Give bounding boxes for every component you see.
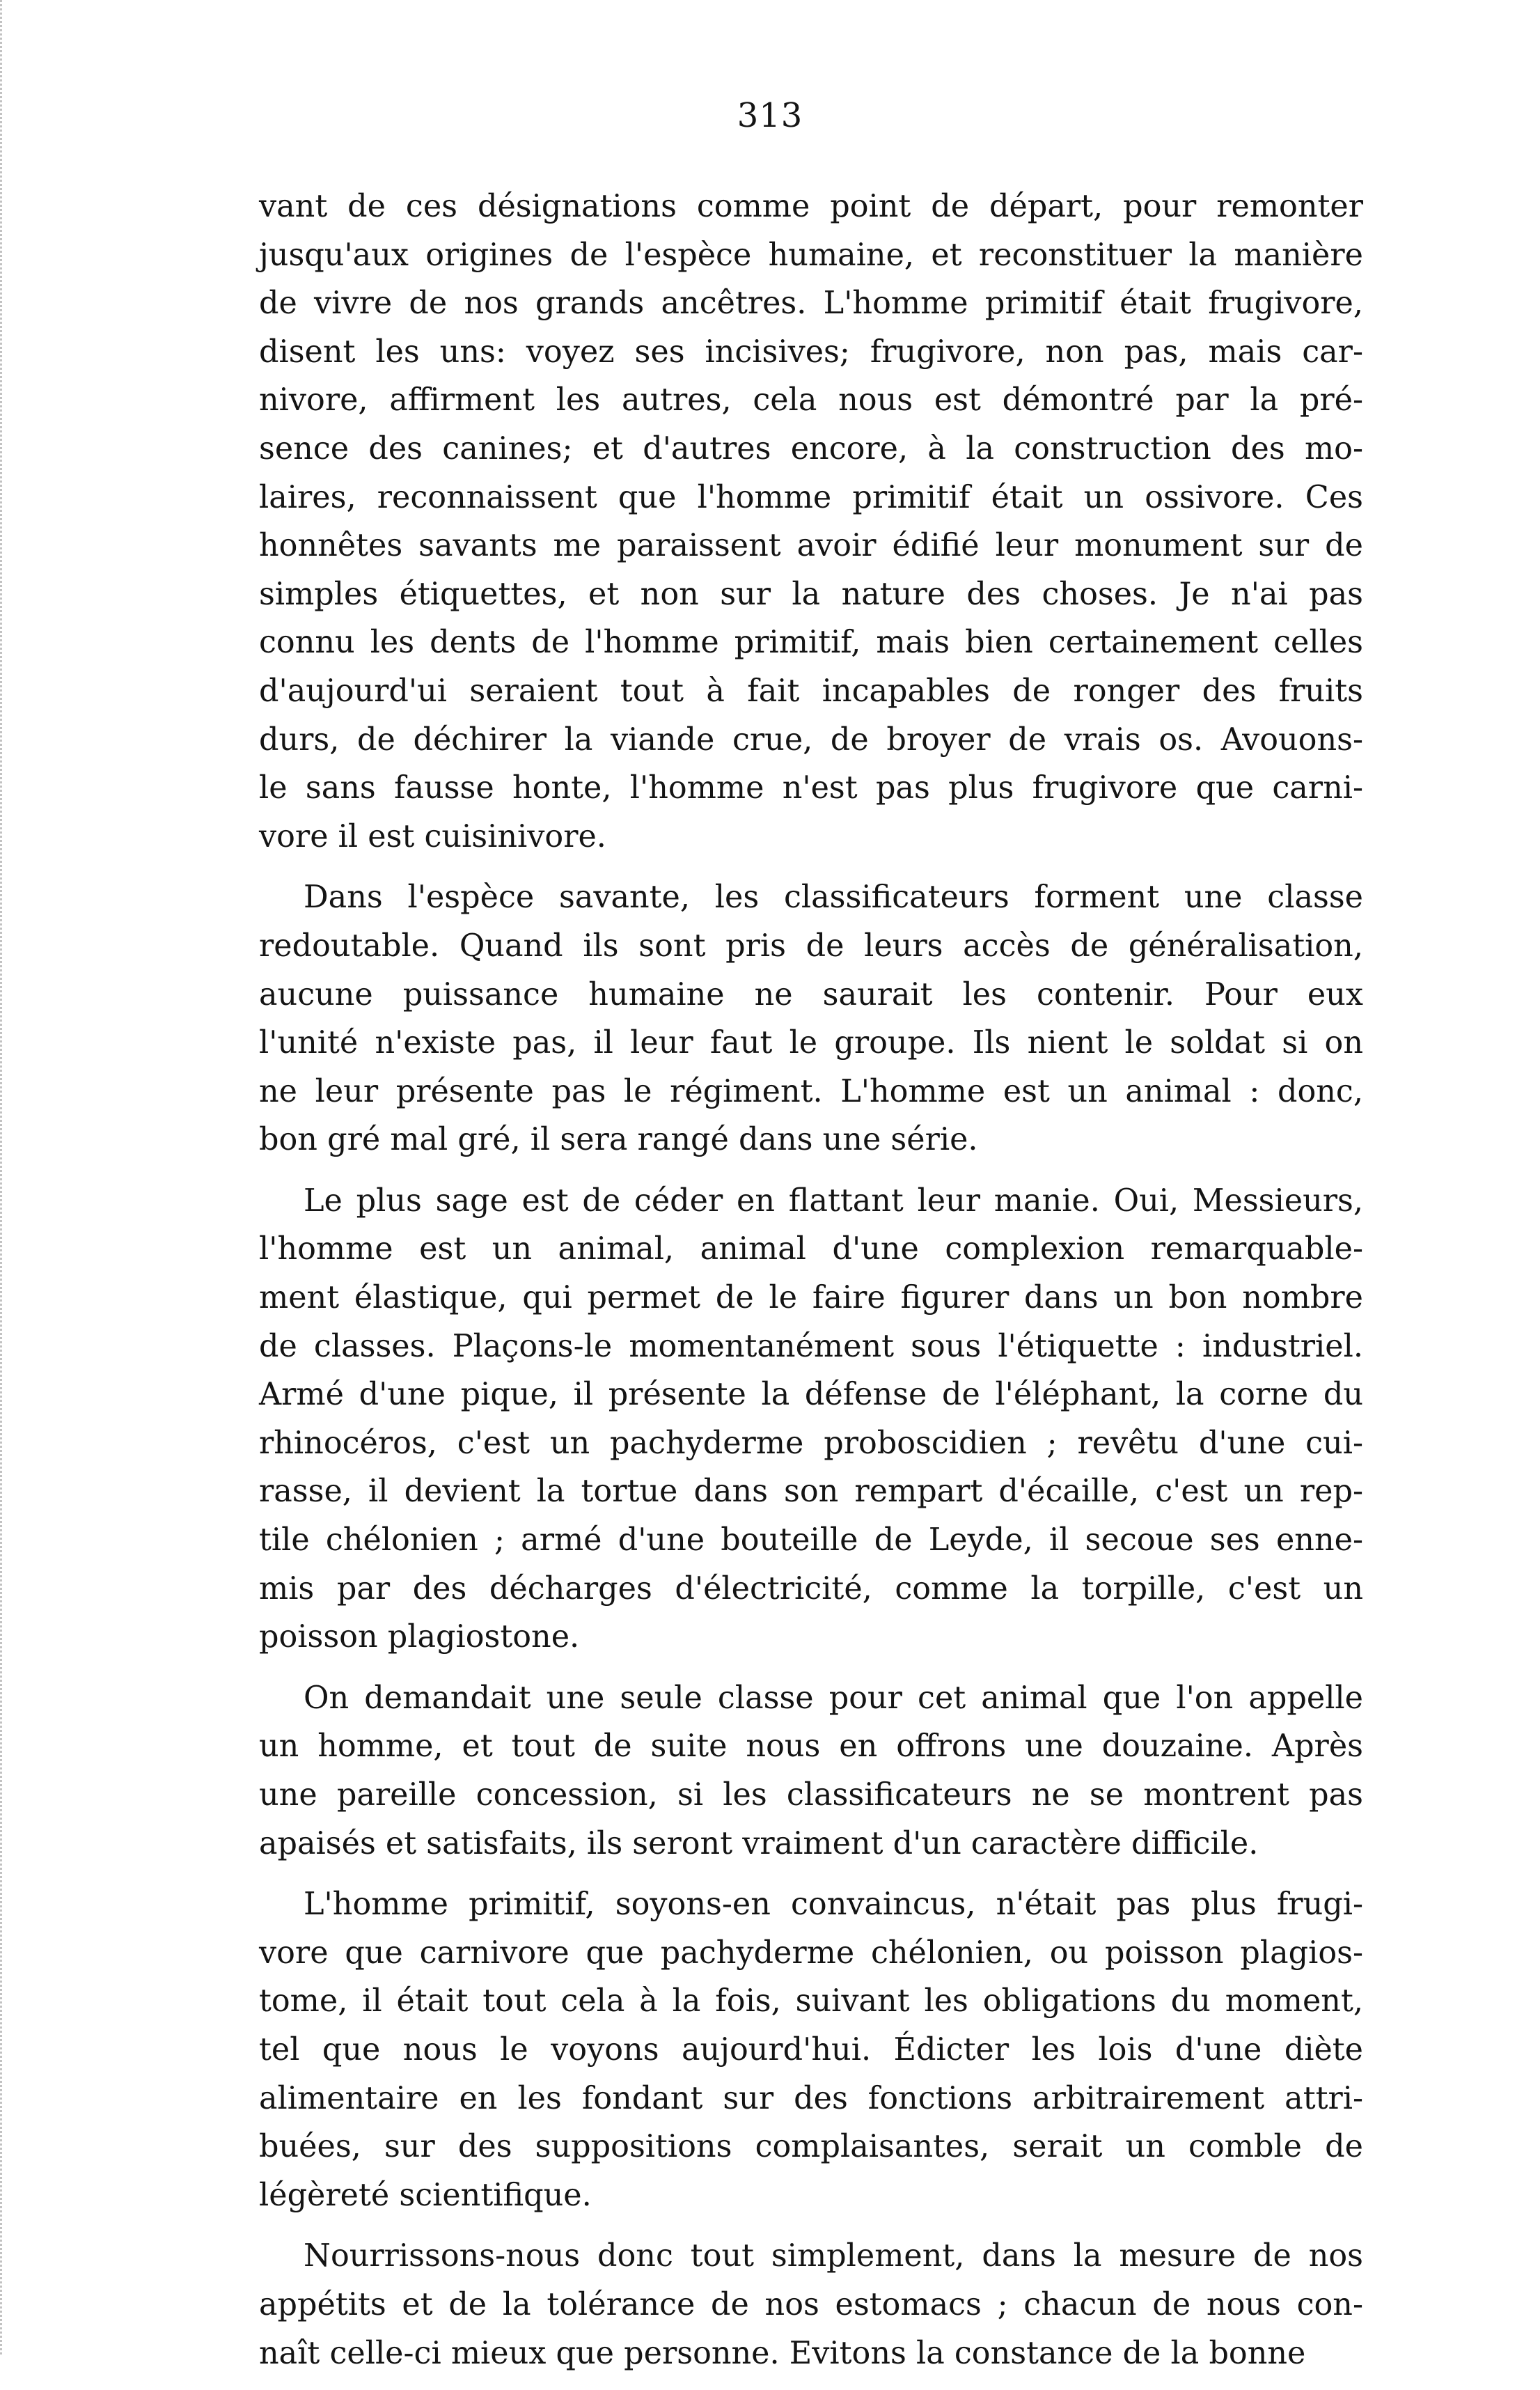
text-line: L'homme primitif, soyons-en convaincus, n'était pas plus frugi- xyxy=(304,1887,1363,1923)
text-line: durs, de déchirer la viande crue, de broyer de vrais os. Avouons- xyxy=(259,721,1363,758)
paragraph xyxy=(259,1880,1363,2219)
paragraph xyxy=(259,873,1363,1164)
text-line: Nourrissons-nous donc tout simplement, dans la mesure de nos xyxy=(304,2238,1363,2274)
scan-edge-artifact xyxy=(0,0,23,2354)
text-line: d'aujourd'ui seraient tout à fait incapables de ronger des fruits xyxy=(259,673,1363,709)
text-line: vant de ces désignations comme point de départ, pour remonter xyxy=(259,189,1363,224)
paragraph xyxy=(259,1177,1363,1662)
text-line: Le plus sage est de céder en flattant leur manie. Oui, Messieurs, xyxy=(304,1182,1363,1219)
text-line: mis par des décharges d'électricité, comme la torpille, c'est un xyxy=(259,1570,1363,1607)
text-line: appétits et de la tolérance de nos estomacs ; chacun de nous con- xyxy=(259,2286,1363,2322)
text-line: vore que carnivore que pachyderme chélonien, ou poisson plagios- xyxy=(259,1935,1363,1971)
text-line: On demandait une seule classe pour cet animal que l'on appelle xyxy=(304,1680,1363,1716)
paragraph xyxy=(259,182,1363,861)
text-line: une pareille concession, si les classificateurs ne se montrent pas xyxy=(259,1777,1363,1813)
text-line: de vivre de nos grands ancêtres. L'homme primitif était frugivore, xyxy=(259,286,1363,322)
text-line: vore il est cuisinivore. xyxy=(259,818,606,854)
paragraph xyxy=(259,1674,1363,1868)
text-line: aucune puissance humaine ne saurait les contenir. Pour eux xyxy=(259,976,1363,1013)
text-line: tile chélonien ; armé d'une bouteille de Leyde, il secoue ses enne- xyxy=(259,1522,1363,1559)
text-line: alimentaire en les fondant sur des fonctions arbitrairement attri- xyxy=(259,2080,1363,2116)
page-number: 313 xyxy=(737,96,803,135)
text-line: apaisés et satisfaits, ils seront vraiment d'un caractère difficile. xyxy=(259,1825,1259,1861)
text-line: légèreté scientifique. xyxy=(259,2177,592,2213)
text-line: l'homme est un animal, animal d'une complexion remarquable- xyxy=(259,1231,1363,1267)
text-line: un homme, et tout de suite nous en offrons une douzaine. Après xyxy=(259,1728,1363,1765)
text-line: bon gré mal gré, il sera rangé dans une série. xyxy=(259,1122,978,1158)
text-line: simples étiquettes, et non sur la nature des choses. Je n'ai pas xyxy=(259,576,1363,612)
text-line: de classes. Plaçons-le momentanément sous l'étiquette : industriel. xyxy=(259,1328,1363,1364)
paragraph xyxy=(259,2232,1363,2377)
text-line: tome, il était tout cela à la fois, suivant les obligations du moment, xyxy=(259,1983,1363,2020)
text-line: nivore, affirment les autres, cela nous est démontré par la pré- xyxy=(259,382,1363,419)
text-line: redoutable. Quand ils sont pris de leurs accès de généralisation, xyxy=(259,928,1363,964)
text-line: l'unité n'existe pas, il leur faut le groupe. Ils nient le soldat si on xyxy=(259,1025,1363,1061)
text-line: disent les uns: voyez ses incisives; frugivore, non pas, mais car- xyxy=(259,334,1363,370)
text-line: laires, reconnaissent que l'homme primitif était un ossivore. Ces xyxy=(259,479,1363,515)
text-line: rhinocéros, c'est un pachyderme proboscidien ; revêtu d'une cui- xyxy=(259,1425,1363,1461)
text-line: poisson plagiostone. xyxy=(259,1619,580,1655)
text-line: sence des canines; et d'autres encore, à la construction des mo- xyxy=(259,430,1363,467)
text-line: le sans fausse honte, l'homme n'est pas plus frugivore que carni- xyxy=(259,770,1363,806)
text-line: rasse, il devient la tortue dans son rempart d'écaille, c'est un rep- xyxy=(259,1474,1363,1510)
text-line: ment élastique, qui permet de le faire figurer dans un bon nombre xyxy=(259,1280,1363,1316)
text-line: Armé d'une pique, il présente la défense de l'éléphant, la corne du xyxy=(259,1377,1363,1413)
text-line: buées, sur des suppositions complaisantes, serait un comble de xyxy=(259,2129,1363,2165)
text-line: naît celle-ci mieux que personne. Evitons la constance de la bonne xyxy=(259,2335,1306,2371)
text-line: connu les dents de l'homme primitif, mais bien certainement celles xyxy=(259,625,1363,661)
text-line: honnêtes savants me paraissent avoir édifié leur monument sur de xyxy=(259,528,1363,564)
body-text xyxy=(259,182,1363,2390)
text-line: Dans l'espèce savante, les classificateurs forment une classe xyxy=(304,880,1363,916)
text-line: jusqu'aux origines de l'espèce humaine, et reconstituer la manière xyxy=(259,237,1363,273)
text-line: ne leur présente pas le régiment. L'homme est un animal : donc, xyxy=(259,1073,1363,1109)
text-line: tel que nous le voyons aujourd'hui. Édicter les lois d'une diète xyxy=(259,2031,1363,2068)
